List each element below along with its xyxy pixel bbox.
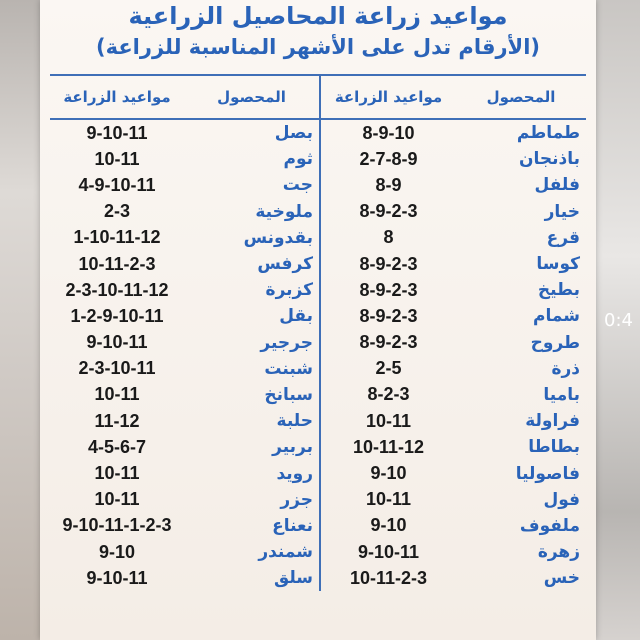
crop-b-cell: حلبة [276,411,313,432]
crop-b-cell: ملوخية [255,201,313,222]
crop-a-cell: كوسا [536,254,580,275]
crop-a-cell: خس [543,568,580,589]
crop-a-cell: بطيخ [537,280,580,301]
background-left-strip [0,0,40,640]
table-row [50,460,586,486]
table-row [50,565,586,591]
months-a-cell: 8-9 [320,172,456,198]
crop-a-cell: باذنجان [518,149,580,170]
months-b-cell: 1-10-11-12 [73,227,161,248]
background-right-strip [596,0,640,640]
header-crop-a: المحصول [456,75,586,119]
table-row [50,434,586,460]
months-a-cell: 10-11 [320,408,456,434]
table-row [50,539,586,565]
crop-b-cell: شمندر [258,542,313,563]
table-body [50,119,586,591]
crop-b-cell: كزبرة [265,280,313,301]
crop-a-cell: طماطم [516,123,580,144]
table-row [50,172,586,198]
crop-a-cell: باميا [543,384,580,405]
months-b-cell: 4-9-10-11 [78,174,156,195]
table-row [50,119,586,146]
months-a-cell: 8-2-3 [320,382,456,408]
crop-b-cell: بربير [272,437,313,458]
crop-a-cell: ملفوف [519,515,580,536]
months-b-cell: 2-3-10-11 [78,358,156,379]
crop-b-cell: ثوم [283,149,313,170]
crop-b-cell: جزر [280,489,313,510]
table-row [50,382,586,408]
crop-a-cell: خيار [544,201,580,222]
months-a-cell: 2-7-8-9 [320,146,456,172]
header-dates-b: مواعيد الزراعة [50,75,184,119]
months-a-cell: 10-11 [320,487,456,513]
table-row [50,303,586,329]
crop-a-cell: ذرة [551,358,580,379]
crop-b-cell: سلق [274,568,313,589]
months-a-cell: 10-11-12 [320,434,456,460]
crop-b-cell: جرجير [260,332,313,353]
crop-a-cell: فلفل [534,175,580,196]
crop-a-cell: فاصوليا [515,463,580,484]
table-row [50,277,586,303]
table-row [50,330,586,356]
months-b-cell: 10-11 [94,148,140,169]
crop-b-cell: نعناع [272,515,313,536]
months-a-cell: 8 [320,225,456,251]
months-b-cell: 9-10-11-1-2-3 [62,515,172,536]
planting-schedule-table [50,74,586,591]
crop-b-cell: سبانخ [264,384,313,405]
crop-b-cell: بقل [279,306,313,327]
table-row [50,225,586,251]
crop-b-cell: شبنت [264,358,313,379]
table-row [50,408,586,434]
crop-a-cell: زهرة [537,542,580,563]
schedule-sheet [40,0,596,640]
months-b-cell: 9-10-11 [86,567,148,588]
months-b-cell: 10-11 [94,384,140,405]
crop-a-cell: قرع [546,227,580,248]
months-a-cell: 9-10-11 [320,539,456,565]
months-b-cell: 11-12 [94,410,140,431]
months-b-cell: 10-11 [94,489,140,510]
months-a-cell: 8-9-2-3 [320,330,456,356]
table-row [50,513,586,539]
months-b-cell: 10-11 [94,463,140,484]
months-b-cell: 9-10-11 [86,332,148,353]
table-row [50,199,586,225]
crop-a-cell: شمام [533,306,580,327]
table-header-row [50,75,586,119]
months-a-cell: 8-9-2-3 [320,303,456,329]
months-a-cell: 9-10 [320,460,456,486]
crop-b-cell: جت [282,175,313,196]
months-b-cell: 4-5-6-7 [87,436,147,457]
months-b-cell: 2-3 [103,201,130,222]
crop-a-cell: طروح [530,332,580,353]
page-title: مواعيد زراعة المحاصيل الزراعية [128,2,508,30]
months-b-cell: 10-11-2-3 [78,253,156,274]
months-a-cell: 8-9-10 [320,119,456,146]
crop-b-cell: بصل [274,123,313,144]
months-a-cell: 8-9-2-3 [320,251,456,277]
page-subtitle: (الأرقام تدل على الأشهر المناسبة للزراعة) [96,35,540,59]
table-row [50,251,586,277]
table-row [50,146,586,172]
crop-a-cell: فول [543,489,580,510]
months-b-cell: 9-10 [98,541,136,562]
header-crop-b: المحصول [184,75,320,119]
months-b-cell: 9-10-11 [86,122,148,143]
months-a-cell: 8-9-2-3 [320,199,456,225]
crop-b-cell: رويد [276,463,313,484]
table-row [50,356,586,382]
months-a-cell: 8-9-2-3 [320,277,456,303]
crop-b-cell: بقدونس [243,227,313,248]
months-a-cell: 9-10 [320,513,456,539]
months-a-cell: 10-11-2-3 [320,565,456,591]
months-a-cell: 2-5 [320,356,456,382]
header [40,0,596,62]
crop-a-cell: بطاطا [528,437,580,458]
months-b-cell: 1-2-9-10-11 [70,305,164,326]
video-timestamp-overlay: 0:4 [604,310,633,331]
months-b-cell: 2-3-10-11-12 [65,279,169,300]
crop-b-cell: كرفس [257,254,313,275]
crop-a-cell: فراولة [525,411,580,432]
table-row [50,487,586,513]
header-dates-a: مواعيد الزراعة [320,75,456,119]
